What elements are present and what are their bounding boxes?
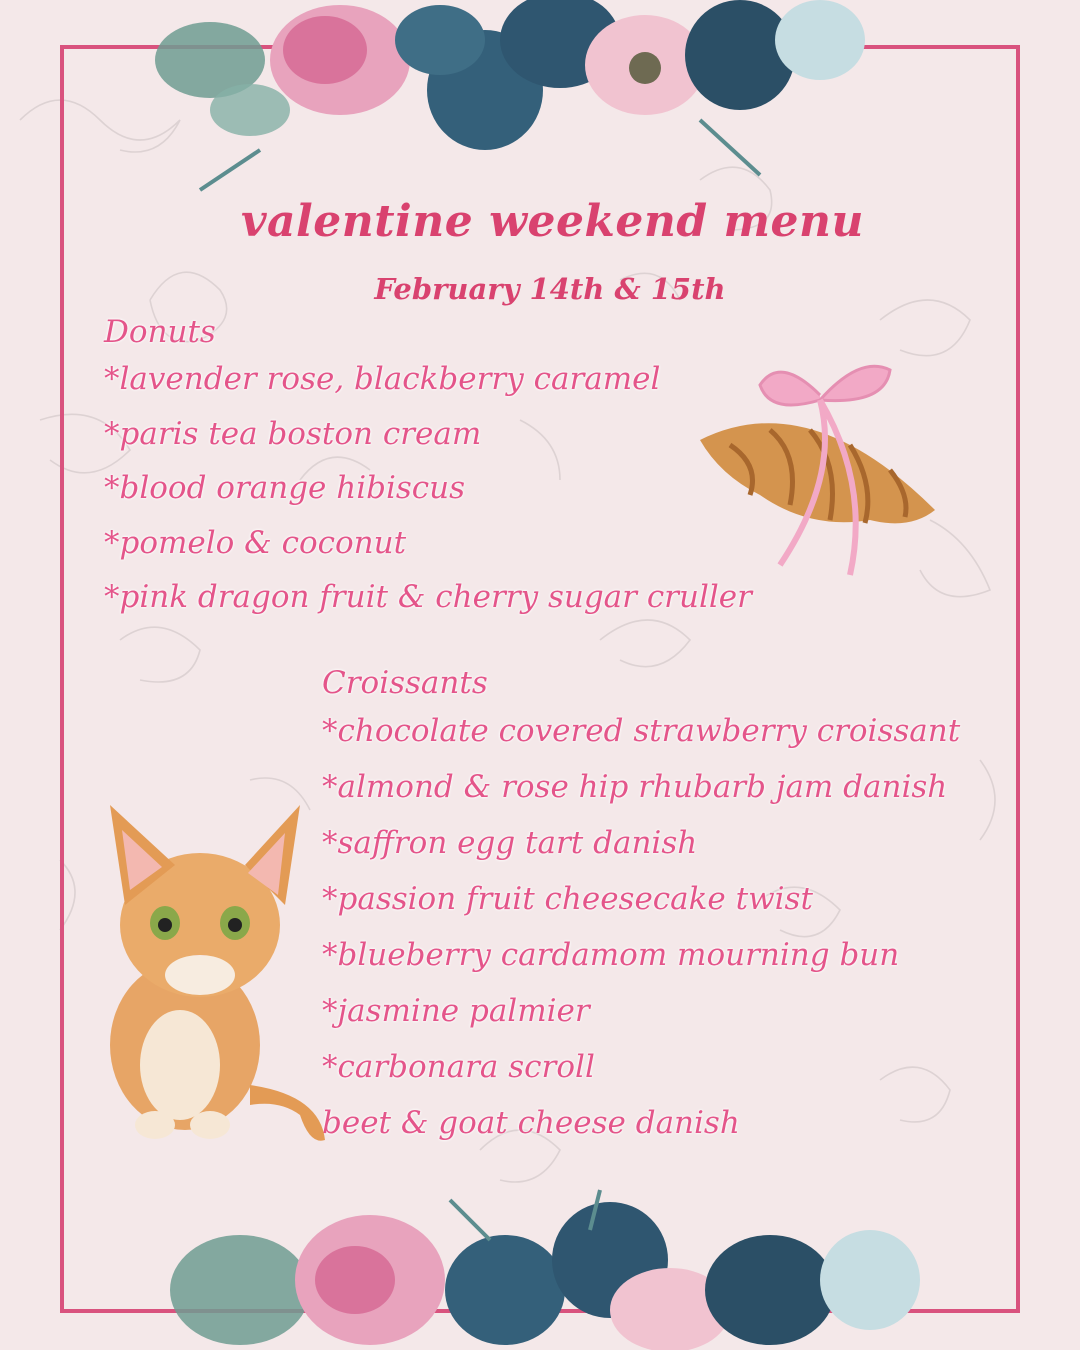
croissant-with-bow-illustration [690, 345, 950, 600]
menu-date: February 14th & 15th [374, 272, 726, 306]
croissants-section [322, 663, 960, 1151]
floral-top-illustration [140, 0, 900, 200]
menu-item: *saffron egg tart danish [322, 825, 698, 861]
donuts-section [104, 312, 752, 625]
floral-bottom-illustration [150, 1180, 930, 1350]
donuts-heading: Donuts [104, 314, 216, 350]
menu-item: *almond & rose hip rhubarb jam danish [322, 769, 948, 805]
menu-item: beet & goat cheese danish [322, 1105, 740, 1141]
menu-title: valentine weekend menu [240, 196, 865, 247]
menu-item: *jasmine palmier [322, 993, 590, 1029]
menu-item: *pomelo & coconut [104, 524, 407, 561]
menu-item: *carbonara scroll [322, 1049, 595, 1085]
menu-item: *blood orange hibiscus [104, 470, 466, 506]
menu-item: *chocolate covered strawberry croissant [322, 713, 961, 749]
menu-item: *pink dragon fruit & cherry sugar cruller [104, 579, 752, 615]
kitten-illustration [70, 795, 335, 1150]
menu-item: *passion fruit cheesecake twist [322, 881, 813, 917]
menu-item: *lavender rose, blackberry caramel [104, 361, 661, 397]
menu-item: *blueberry cardamom mourning bun [322, 937, 900, 973]
croissants-heading: Croissants [322, 665, 488, 701]
menu-item: *paris tea boston cream [104, 415, 482, 452]
